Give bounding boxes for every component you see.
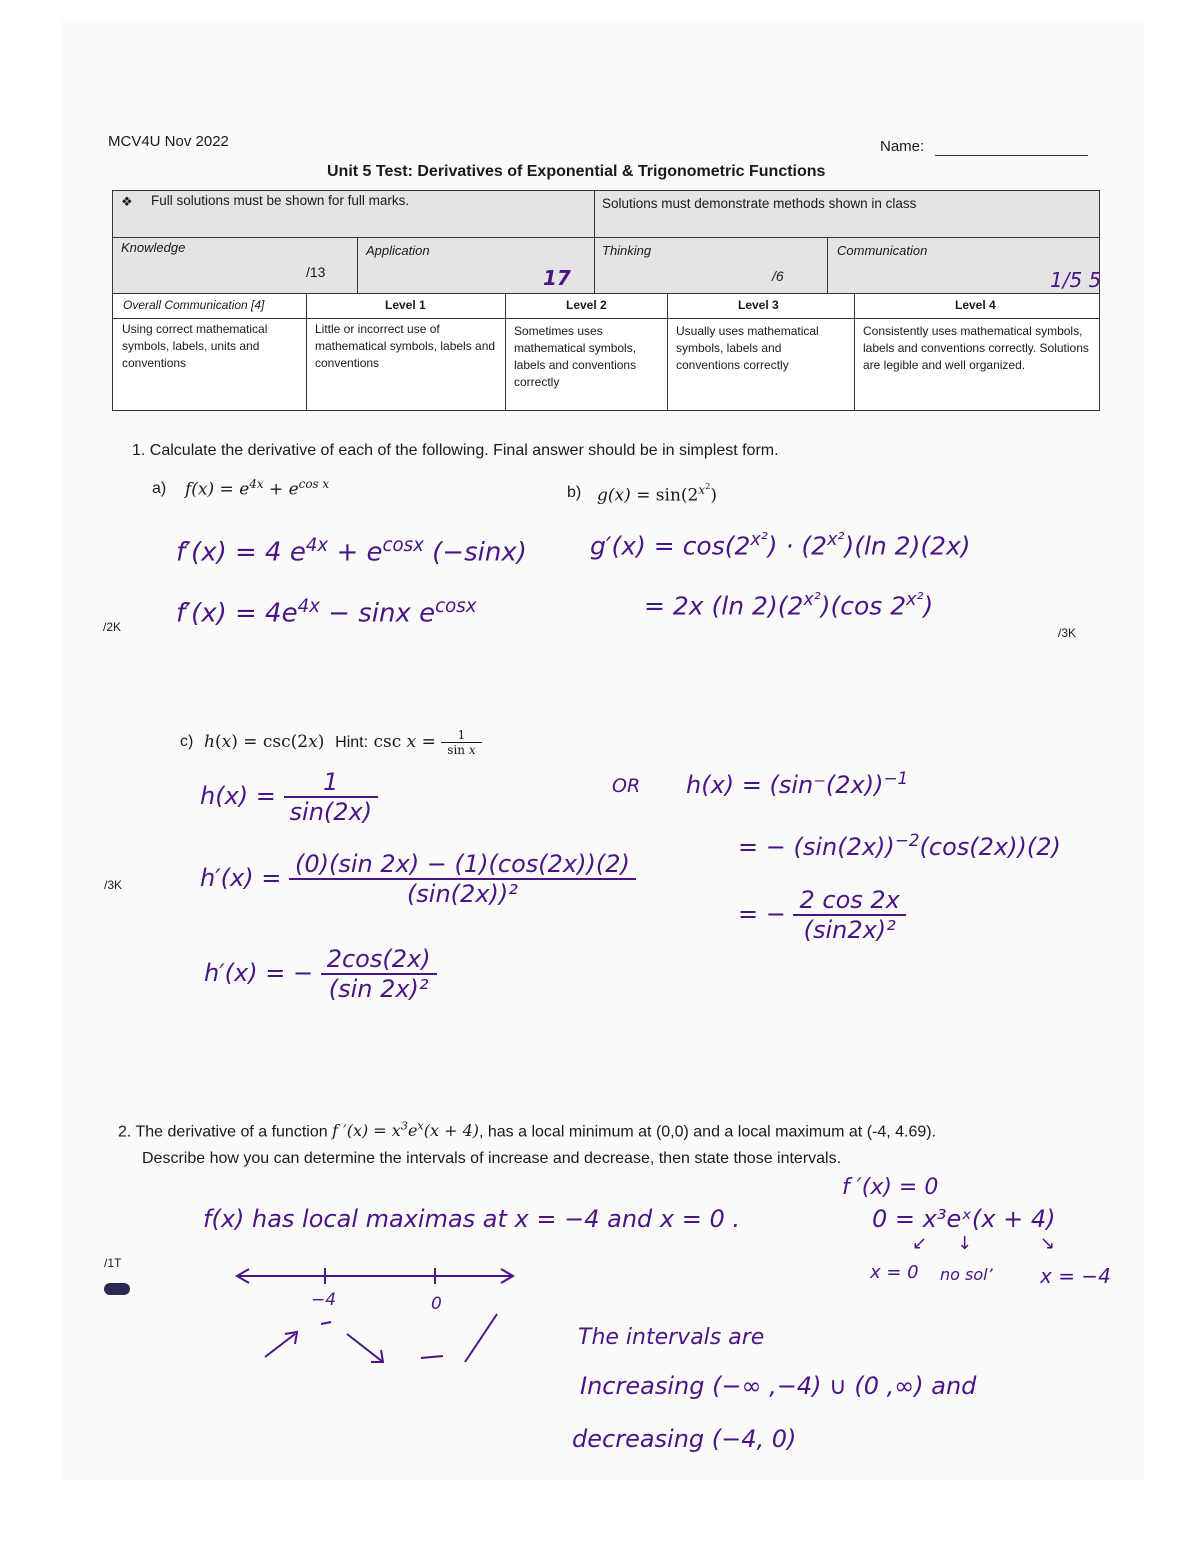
q2-solution-1: x = 0 (870, 1262, 919, 1283)
number-line-sketch (225, 1262, 525, 1372)
q2-line1: 2. The derivative of a function f $'(x) = x^3e^x(x + 4)$, has a local minimum at (0,0) and a local maximum at (-4, 4.69). (118, 1120, 937, 1141)
flat-dash-icon (321, 1322, 331, 1324)
q2-fprime-zero: f ′(x) = 0 (842, 1175, 939, 1200)
course-code: MCV4U Nov 2022 (108, 133, 229, 150)
q1a-label: a) (152, 480, 167, 497)
q1c-mark: /3K (104, 878, 123, 892)
q1b-function: $g(x) = \sin(2^{x^2})$ (597, 481, 718, 506)
q1a-function: $f(x) = e^{4x} + e^{cos x}$ (185, 477, 330, 500)
q2-intervals-line2: Increasing (−∞ ,−4) ∪ (0 ,∞) and (580, 1372, 977, 1400)
info-box-right (594, 190, 1100, 238)
q1c-alt-line3: = − $\frac{2 \cos 2x}{\text{(sin2x)²}}$ (738, 886, 906, 944)
knowledge-total: /13 (306, 264, 326, 280)
rubric-cell-4: Consistently uses mathematical symbols, labels and conventions correctly. Solutions are legible and well organized. (854, 318, 1100, 411)
increasing-arrow-icon (265, 1334, 295, 1357)
arrow-down-icon: ↓ (957, 1233, 973, 1254)
q1b-label: b) (567, 484, 582, 501)
thinking-total: /6 (772, 268, 784, 284)
diamond-bullet-icon: ❖ (121, 194, 133, 209)
rubric-cell-1: Little or incorrect use of mathematical symbols, labels and conventions (306, 318, 506, 411)
rubric-head-4: Level 4 (854, 293, 1100, 319)
q1c-work-line1: h(x) = $\frac{1}{\sin(2x)}$ (200, 768, 378, 826)
knowledge-label: Knowledge (121, 240, 186, 255)
hint-label: Hint: (335, 734, 369, 751)
q1b-work-line1: $g'(x) = \cos(2^{x^2}) \cdot (2^{x^2})(\ln$ 2)(2x) (590, 530, 971, 561)
q1a-work-line1: f′(x) = 4 $e^{4x} + e^{cosx}$ (−sinx) (176, 535, 527, 568)
test-title: Unit 5 Test: Derivatives of Exponential & Trigonometric Functions (327, 163, 826, 180)
decreasing-arrow-icon (347, 1334, 383, 1362)
arrow-down-left-icon: ↙ (912, 1233, 928, 1254)
info-box-left (112, 190, 595, 238)
communication-label: Communication (837, 243, 928, 258)
name-label: Name: (880, 138, 925, 155)
q1a-mark: /2K (103, 620, 122, 634)
q1c-work-line3: h′(x) = − $\frac{2\cos(2x)}{\text{(sin 2x)²}}$ (204, 945, 437, 1003)
thinking-label: Thinking (602, 243, 652, 258)
q1c-alt-line2: = − $(\sin(2x))^{-2}(\cos(2x))(2)$ (738, 830, 1061, 861)
q1c-function: h(x) = csc(2x) Hint: csc x = $\frac{1}{\text{sin x}}$ (204, 728, 482, 757)
rubric-head-3: Level 3 (667, 293, 855, 319)
name-line (935, 155, 1088, 156)
application-mark: 17 (543, 266, 571, 290)
tick-label-minus-four: −4 (311, 1290, 337, 1310)
q1c-or-label: OR (612, 775, 641, 797)
q2-statement: f(x) has local maximas at x = −4 and x = 0 . (203, 1205, 740, 1233)
q1-prompt: 1. Calculate the derivative of each of the following. Final answer should be in simplest form. (132, 442, 779, 459)
application-box (357, 237, 595, 294)
rubric-head-0: Overall Communication [4] (112, 293, 307, 319)
info-right-text: Solutions must demonstrate methods shown in class (602, 196, 917, 211)
rubric-cell-0: Using correct mathematical symbols, labels, units and conventions (112, 318, 307, 411)
knowledge-box (112, 237, 358, 294)
q1b-mark: /3K (1058, 626, 1077, 640)
rubric-cell-2: Sometimes uses mathematical symbols, labels and conventions correctly (505, 318, 668, 411)
arrow-down-right-icon: ↘ (1040, 1233, 1056, 1254)
flat-dash-icon (421, 1356, 443, 1358)
q1c-work-line2: h′(x) = $\frac{(0)(\sin 2x) - (1)(\cos(2x))(2)}{\text{(sin(2x))²}}$ (200, 850, 636, 908)
q1c-alt-line1: $h(x) = (\sin^-(2x))^{-1}$ (686, 768, 909, 799)
info-left-text: Full solutions must be shown for full marks. (151, 193, 410, 208)
q2-equation: 0 = x³eˣ(x + 4) (872, 1205, 1056, 1233)
rubric-head-2: Level 2 (505, 293, 668, 319)
communication-box (827, 237, 1100, 294)
q2-mark: /1T (104, 1256, 122, 1270)
q2-intervals-line3: decreasing (−4, 0) (572, 1425, 797, 1453)
communication-mark: 1/5 5 (1050, 268, 1102, 292)
application-label: Application (366, 243, 430, 258)
q2-intervals-line1: The intervals are (578, 1325, 765, 1350)
q1a-work-line2: $f'(x) = 4e^{4x} - \sin x$ $e^{cosx}$ (176, 596, 477, 629)
q2-line2: Describe how you can determine the intervals of increase and decrease, then state those intervals. (142, 1150, 842, 1167)
q2-solution-2: no sol’ (940, 1265, 993, 1284)
rubric-cell-3: Usually uses mathematical symbols, labels and conventions correctly (667, 318, 855, 411)
q2-solution-3: x = −4 (1040, 1264, 1111, 1288)
rubric-head-1: Level 1 (306, 293, 506, 319)
increasing-arrow-icon (465, 1314, 497, 1362)
mark-blot (104, 1283, 130, 1295)
q1c-label: c) (180, 733, 194, 750)
thinking-box (594, 237, 828, 294)
tick-label-zero: 0 (431, 1294, 442, 1314)
q1b-work-line2: = 2x (ln $2)(2^{x^2})(\cos$ $2^{x^2}$) (644, 590, 934, 621)
